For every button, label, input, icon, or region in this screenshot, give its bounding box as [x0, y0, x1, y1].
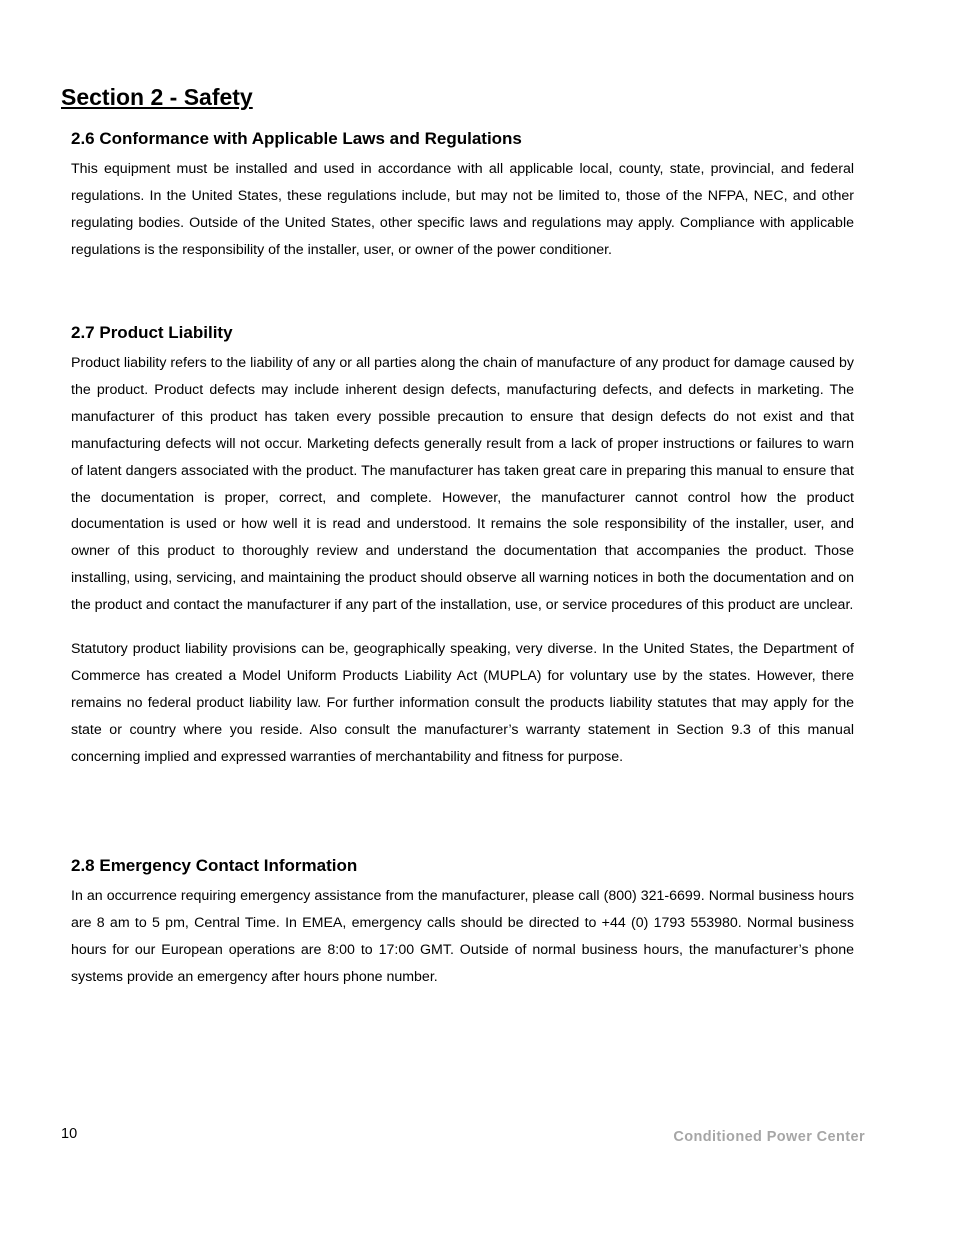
section-2-7	[71, 322, 854, 771]
section-paragraph: This equipment must be installed and used in accordance with all applicable local, county, state, provincial, and federal regulations. In the United States, these regulations include, but may not be limited to, those of the NFPA, NEC, and other regulating bodies. Outside of the United States, other specific laws and regulations may apply. Compliance with applicable regulations is the responsibility of the installer, user, or owner of the power conditioner.	[71, 161, 854, 258]
section-paragraph: Statutory product liability provisions can be, geographically speaking, very diverse. In the United States, the Department of Commerce has created a Model Uniform Products Liability Act (MUPLA) for voluntary use by the states. However, there remains no federal product liability law. For further information consult the products liability statutes that may apply for the state or country where you reside. Also consult the manufacturer’s warranty statement in Section 9.3 of this manual concerning implied and expressed warranties of merchantability and fitness for purpose.	[71, 641, 854, 765]
page-number: 10	[61, 1126, 78, 1142]
section-paragraph: In an occurrence requiring emergency assistance from the manufacturer, please call (800) 321-6699. Normal business hours are 8 am to 5 pm, Central Time. In EMEA, emergency calls should be directed to +44 (0) 1793 553980. Normal business hours for our European operations are 8:00 to 17:00 GMT. Outside of normal business hours, the manufacturer’s phone systems provide an emergency after hours phone number.	[71, 888, 854, 985]
section-2-6	[71, 128, 854, 264]
section-2-8	[71, 855, 854, 991]
section-heading: 2.8 Emergency Contact Information	[71, 856, 358, 875]
section-heading: 2.6 Conformance with Applicable Laws and Regulations	[71, 129, 522, 148]
page-title: Section 2 - Safety	[61, 84, 253, 110]
footer-title: Conditioned Power Center	[673, 1129, 865, 1145]
section-paragraph: Product liability refers to the liability of any or all parties along the chain of manufacture of any product for damage caused by the product. Product defects may include inherent design defects, manufacturing defects, and defects in marketing. The manufacturer of this product has taken every possible precaution to ensure that design defects do not exist and that manufacturing defects will not occur. Marketing defects generally result from a lack of proper instructions or failures to warn of latent dangers associated with the product. The manufacturer has taken great care in preparing this manual to ensure that the documentation is proper, correct, and complete. However, the manufacturer cannot control how the product documentation is used or how well it is read and understood. It remains the sole responsibility of the installer, user, and owner of this product to thoroughly review and understand the documentation that accompanies the product. Those installing, using, servicing, and maintaining the product should observe all warning notices in both the documentation and on the product and contact the manufacturer if any part of the installation, use, or service procedures of this product are unclear.	[71, 355, 854, 614]
section-heading: 2.7 Product Liability	[71, 323, 233, 342]
